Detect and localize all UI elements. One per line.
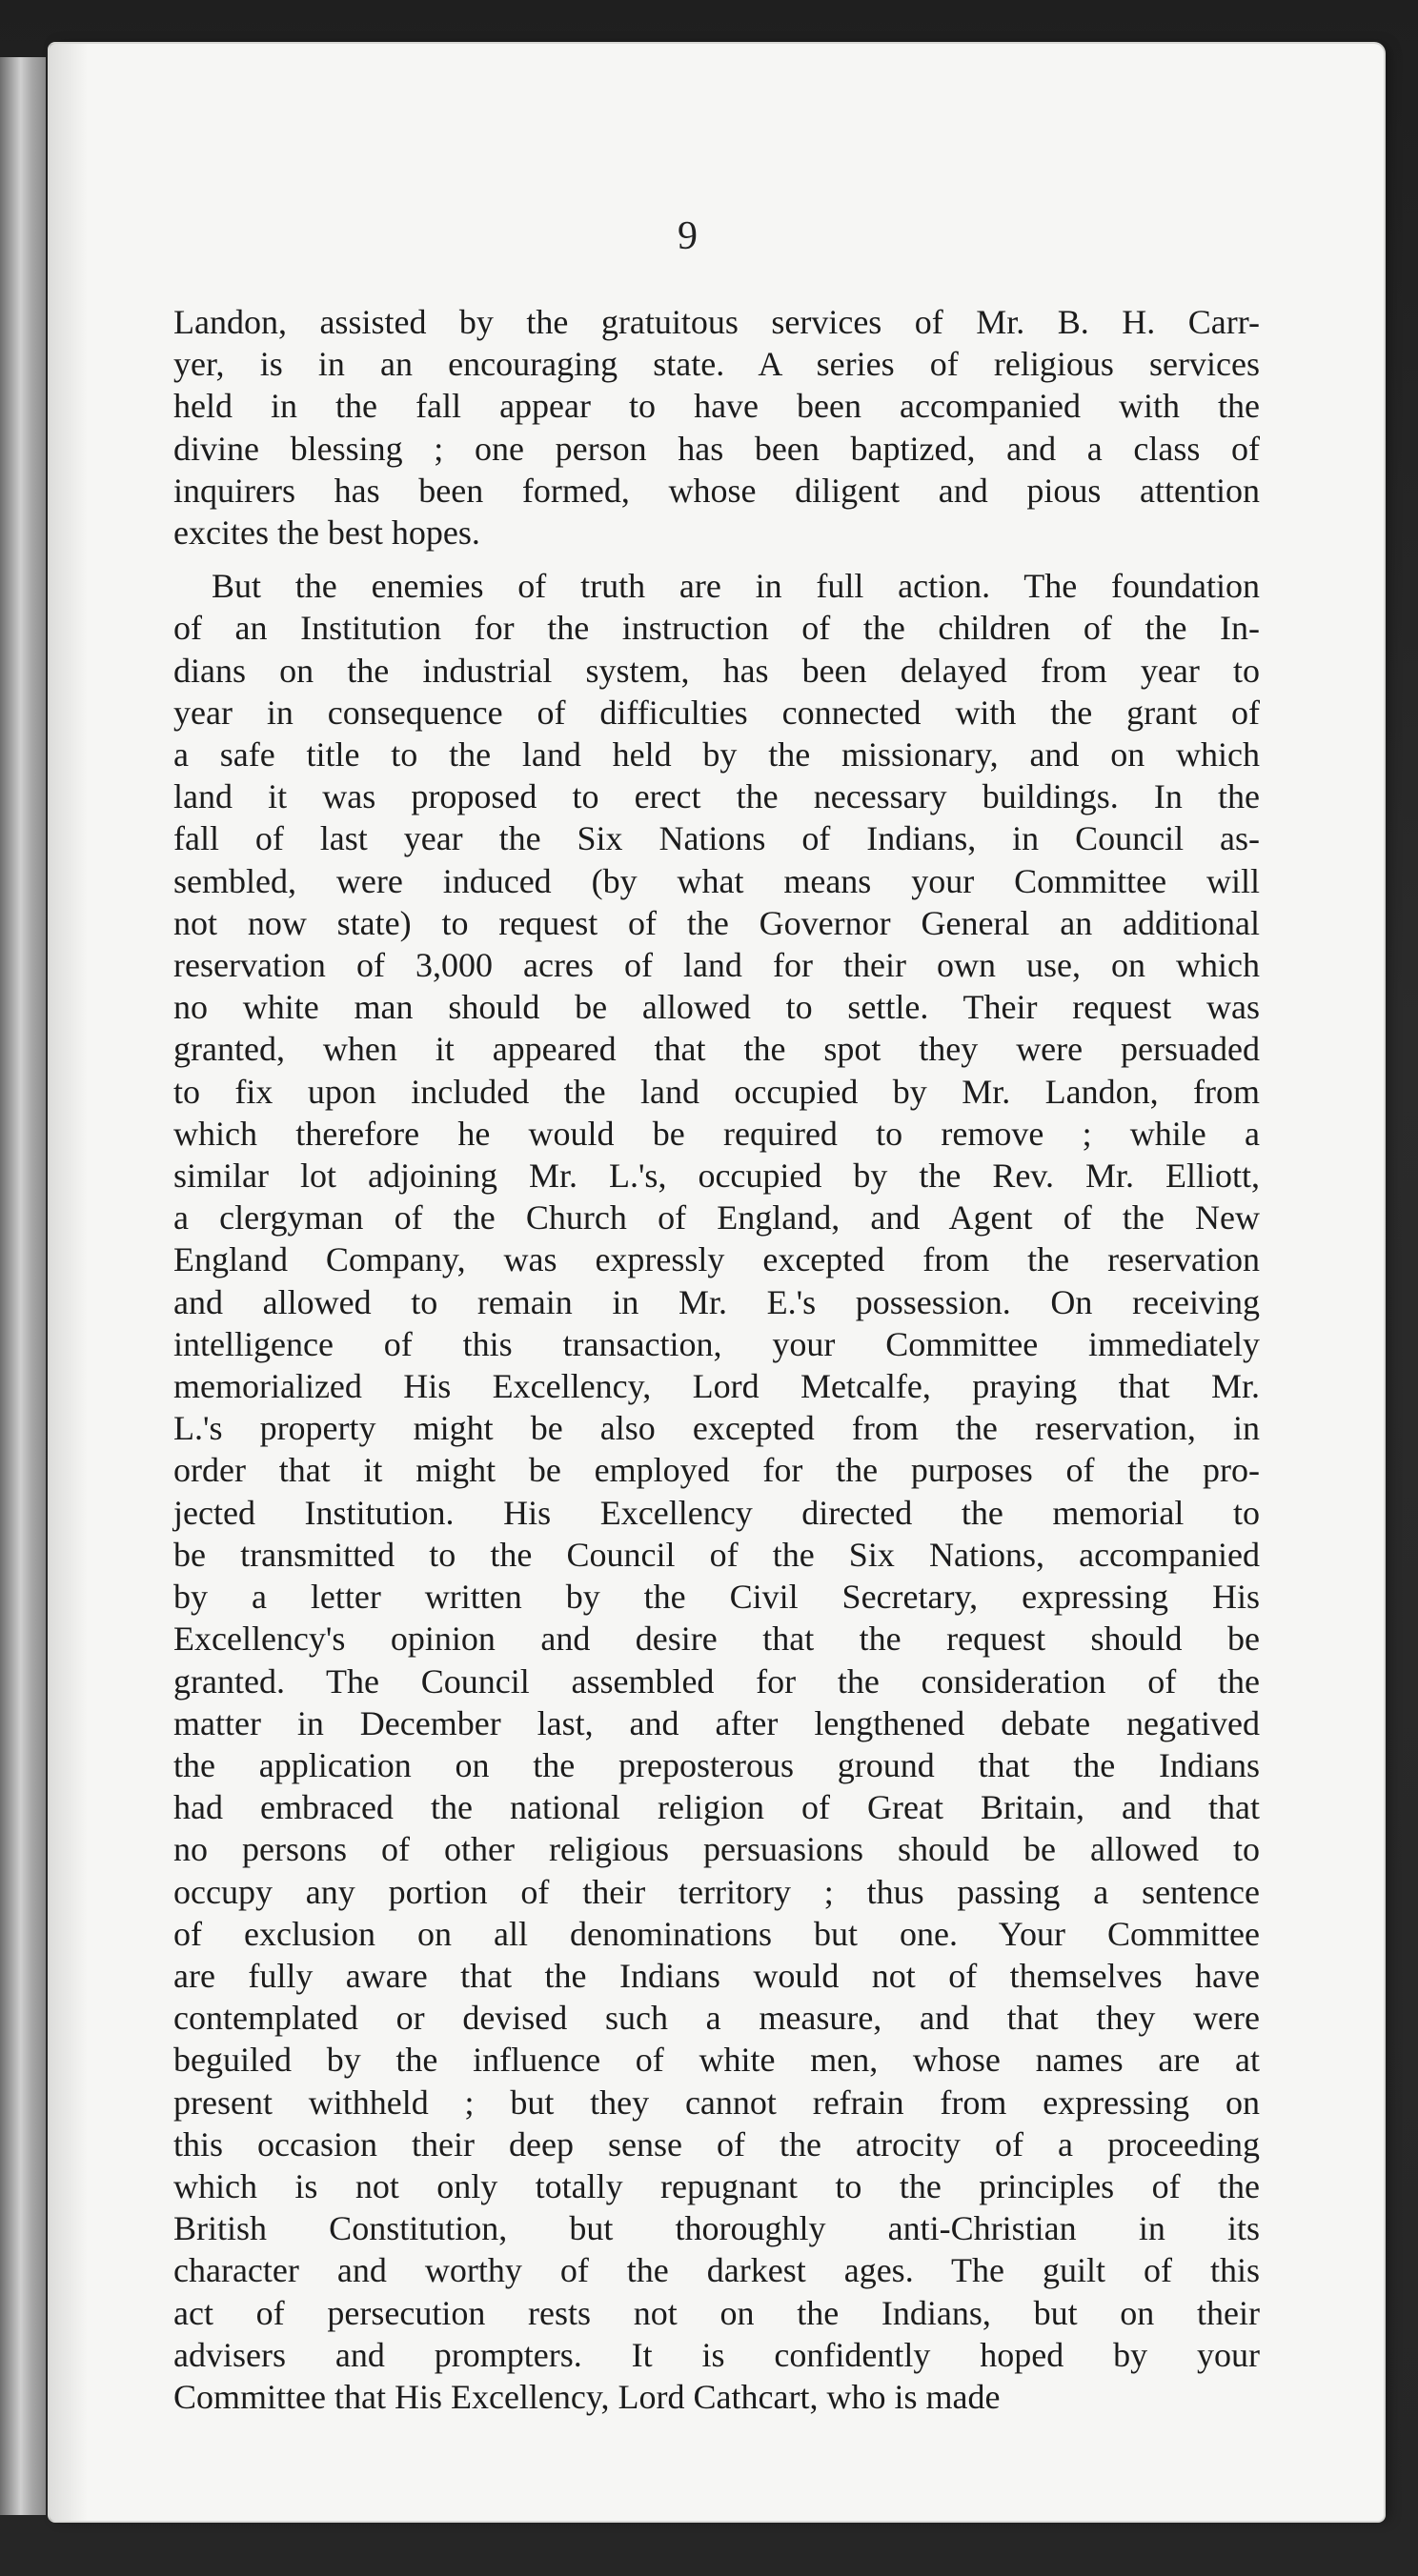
page-gutter-shadow — [50, 44, 88, 2521]
text-line: Committee that His Excellency, Lord Cathcart, who is made — [173, 2377, 1001, 2416]
text-line: a clergyman of the Church of England, and Agent of the New — [173, 1198, 1260, 1238]
text-line: occupy any portion of their territory ; thus passing a sentence — [173, 1872, 1260, 1911]
text-line: dians on the industrial system, has been delayed from year to — [173, 651, 1260, 690]
paragraph-2 — [173, 565, 1260, 2418]
text-line: not now state) to request of the Governor General an additional — [173, 903, 1260, 942]
previous-page-edge — [0, 57, 46, 2515]
text-line: order that it might be employed for the purposes of the pro- — [173, 1451, 1260, 1490]
page-number: 9 — [678, 214, 699, 258]
text-line: But the enemies of truth are in full action. The foundation — [212, 567, 1260, 606]
text-line: no persons of other religious persuasions should be allowed to — [173, 1830, 1260, 1869]
body-text — [173, 301, 1260, 2418]
text-line: which therefore he would be required to remove ; while a — [173, 1114, 1260, 1153]
text-line: character and worthy of the darkest ages. The guilt of this — [173, 2251, 1260, 2290]
text-line: by a letter written by the Civil Secretary, expressing His — [173, 1578, 1260, 1617]
text-line: act of persecution rests not on the Indians, but on their — [173, 2293, 1260, 2332]
text-line: of exclusion on all denominations but one. Your Committee — [173, 1914, 1260, 1953]
text-line: inquirers has been formed, whose diligent and pious attention — [173, 471, 1260, 510]
text-line: and allowed to remain in Mr. E.'s possession. On receiving — [173, 1282, 1260, 1321]
text-line: be transmitted to the Council of the Six Nations, accompanied — [173, 1535, 1260, 1574]
text-line: a safe title to the land held by the missionary, and on which — [173, 735, 1260, 775]
text-line: this occasion their deep sense of the atrocity of a proceeding — [173, 2124, 1260, 2163]
text-line: year in consequence of difficulties connected with the grant of — [173, 693, 1260, 732]
text-line: the application on the preposterous ground that the Indians — [173, 1745, 1260, 1784]
text-line: similar lot adjoining Mr. L.'s, occupied by the Rev. Mr. Elliott, — [173, 1157, 1260, 1196]
text-line: L.'s property might be also excepted from the reservation, in — [173, 1409, 1260, 1448]
text-line: memorialized His Excellency, Lord Metcalfe, praying that Mr. — [173, 1367, 1260, 1406]
text-line: which is not only totally repugnant to the principles of the — [173, 2166, 1260, 2205]
text-line: Landon, assisted by the gratuitous services of Mr. B. H. Carr- — [173, 303, 1260, 341]
text-line: contemplated or devised such a measure, and that they were — [173, 1999, 1260, 2038]
text-line: jected Institution. His Excellency directed the memorial to — [173, 1493, 1260, 1532]
text-line: sembled, were induced (by what means your Committee will — [173, 861, 1260, 900]
text-line: England Company, was expressly excepted from the reservation — [173, 1240, 1260, 1279]
text-line: land it was proposed to erect the necessary buildings. In the — [173, 777, 1260, 816]
text-line: granted, when it appeared that the spot they were persuaded — [173, 1030, 1260, 1069]
text-line: divine blessing ; one person has been baptized, and a class of — [173, 429, 1260, 468]
text-line: excites the best hopes. — [173, 513, 480, 553]
text-line: matter in December last, and after lengthened debate negatived — [173, 1703, 1260, 1742]
text-line: beguiled by the influence of white men, whose names are at — [173, 2041, 1260, 2080]
text-line: no white man should be allowed to settle. Their request was — [173, 988, 1260, 1027]
paragraph-1 — [173, 301, 1260, 553]
text-line: fall of last year the Six Nations of Indians, in Council as- — [173, 819, 1260, 858]
book-page — [50, 44, 1384, 2521]
text-line: held in the fall appear to have been accompanied with the — [173, 387, 1260, 426]
text-line: reservation of 3,000 acres of land for their own use, on which — [173, 946, 1260, 985]
text-line: British Constitution, but thoroughly anti-Christian in its — [173, 2209, 1260, 2248]
text-line: of an Institution for the instruction of the children of the In- — [173, 609, 1260, 648]
text-line: to fix upon included the land occupied by Mr. Landon, from — [173, 1072, 1260, 1111]
text-line: Excellency's opinion and desire that the request should be — [173, 1620, 1260, 1659]
text-line: intelligence of this transaction, your Committee immediately — [173, 1324, 1260, 1363]
text-line: advisers and prompters. It is confidently hoped by your — [173, 2335, 1260, 2374]
text-line: present withheld ; but they cannot refrain from expressing on — [173, 2083, 1260, 2122]
text-line: are fully aware that the Indians would not of themselves have — [173, 1956, 1260, 1995]
text-line: granted. The Council assembled for the consideration of the — [173, 1661, 1260, 1701]
text-line: had embraced the national religion of Great Britain, and that — [173, 1788, 1260, 1827]
text-line: yer, is in an encouraging state. A series of religious services — [173, 345, 1260, 384]
